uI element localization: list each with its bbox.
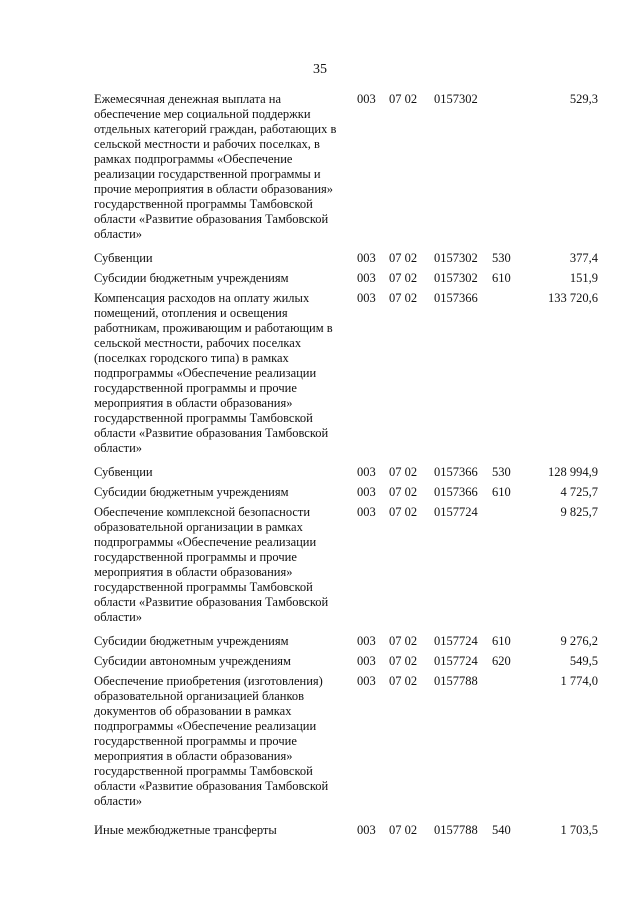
section-code: 07 02	[389, 674, 418, 688]
table-row	[0, 465, 640, 480]
admin-code: 003	[357, 674, 376, 688]
target-code: 0157302	[434, 92, 478, 106]
row-name: Субвенции	[94, 251, 153, 265]
amount: 529,3	[569, 92, 598, 106]
table-row	[0, 674, 640, 809]
target-code: 0157788	[434, 674, 478, 688]
expense-type-code: 530	[492, 251, 511, 265]
admin-code: 003	[357, 485, 376, 499]
target-code: 0157788	[434, 823, 478, 837]
amount: 1 774,0	[560, 674, 598, 688]
table-row	[0, 271, 640, 286]
amount: 549,5	[569, 654, 598, 668]
amount: 133 720,6	[548, 291, 598, 305]
target-code: 0157302	[434, 271, 478, 285]
target-code: 0157366	[434, 291, 478, 305]
admin-code: 003	[357, 271, 376, 285]
budget-table	[0, 92, 640, 838]
row-name: Субсидии бюджетным учреждениям	[94, 485, 289, 499]
section-code: 07 02	[389, 823, 418, 837]
target-code: 0157724	[434, 654, 478, 668]
expense-type-code: 610	[492, 271, 511, 285]
admin-code: 003	[357, 465, 376, 479]
amount: 151,9	[569, 271, 598, 285]
table-row	[0, 823, 640, 838]
admin-code: 003	[357, 505, 376, 519]
row-name: Субсидии бюджетным учреждениям	[94, 634, 289, 648]
page-number: 35	[313, 62, 327, 77]
target-code: 0157366	[434, 465, 478, 479]
amount: 9 276,2	[560, 634, 598, 648]
row-name: Ежемесячная денежная выплата на обеспечение мер социальной поддержки отдельных категорий граждан, работающих в сельской местности и рабочих поселках, в рамках подпрограммы «Обеспечение реализации государственной программы и прочие мероприятия в области образования» государственной программы Тамбовской области «Развитие образования Тамбовской области»	[94, 92, 337, 241]
section-code: 07 02	[389, 634, 418, 648]
row-name: Компенсация расходов на оплату жилых помещений, отопления и освещения работникам, проживающим и работающим в сельской местности, рабочих поселках (поселках городского типа) в рамках подпрограммы «Обеспечение реализации государственной программы и прочие мероприятия в области образования» государственной программы Тамбовской области «Развитие образования Тамбовской области»	[94, 291, 333, 455]
row-name: Обеспечение приобретения (изготовления) образовательной организацией бланков документов об образовании в рамках подпрограммы «Обеспечение реализации государственной программы и прочие мероприятия в области образования» государственной программы Тамбовской области «Развитие образования Тамбовской области»	[94, 674, 329, 808]
table-row	[0, 92, 640, 242]
amount: 128 994,9	[548, 465, 598, 479]
amount: 9 825,7	[560, 505, 598, 519]
target-code: 0157302	[434, 251, 478, 265]
table-row	[0, 251, 640, 266]
section-code: 07 02	[389, 654, 418, 668]
expense-type-code: 610	[492, 485, 511, 499]
admin-code: 003	[357, 251, 376, 265]
section-code: 07 02	[389, 465, 418, 479]
section-code: 07 02	[389, 251, 418, 265]
target-code: 0157724	[434, 505, 478, 519]
row-name: Иные межбюджетные трансферты	[94, 823, 277, 837]
expense-type-code: 610	[492, 634, 511, 648]
admin-code: 003	[357, 92, 376, 106]
admin-code: 003	[357, 823, 376, 837]
section-code: 07 02	[389, 291, 418, 305]
table-row	[0, 291, 640, 456]
section-code: 07 02	[389, 485, 418, 499]
table-row	[0, 485, 640, 500]
table-row	[0, 634, 640, 649]
expense-type-code: 540	[492, 823, 511, 837]
amount: 1 703,5	[560, 823, 598, 837]
target-code: 0157366	[434, 485, 478, 499]
row-name: Субсидии бюджетным учреждениям	[94, 271, 289, 285]
row-name: Субсидии автономным учреждениям	[94, 654, 291, 668]
expense-type-code: 530	[492, 465, 511, 479]
row-name: Обеспечение комплексной безопасности образовательной организации в рамках подпрограммы «Обеспечение реализации государственной программы и прочие мероприятия в области образования» государственной программы Тамбовской области «Развитие образования Тамбовской области»	[94, 505, 329, 624]
expense-type-code: 620	[492, 654, 511, 668]
section-code: 07 02	[389, 92, 418, 106]
admin-code: 003	[357, 654, 376, 668]
table-row	[0, 654, 640, 669]
amount: 377,4	[569, 251, 598, 265]
target-code: 0157724	[434, 634, 478, 648]
section-code: 07 02	[389, 271, 418, 285]
table-row	[0, 505, 640, 625]
admin-code: 003	[357, 634, 376, 648]
row-name: Субвенции	[94, 465, 153, 479]
admin-code: 003	[357, 291, 376, 305]
amount: 4 725,7	[560, 485, 598, 499]
section-code: 07 02	[389, 505, 418, 519]
